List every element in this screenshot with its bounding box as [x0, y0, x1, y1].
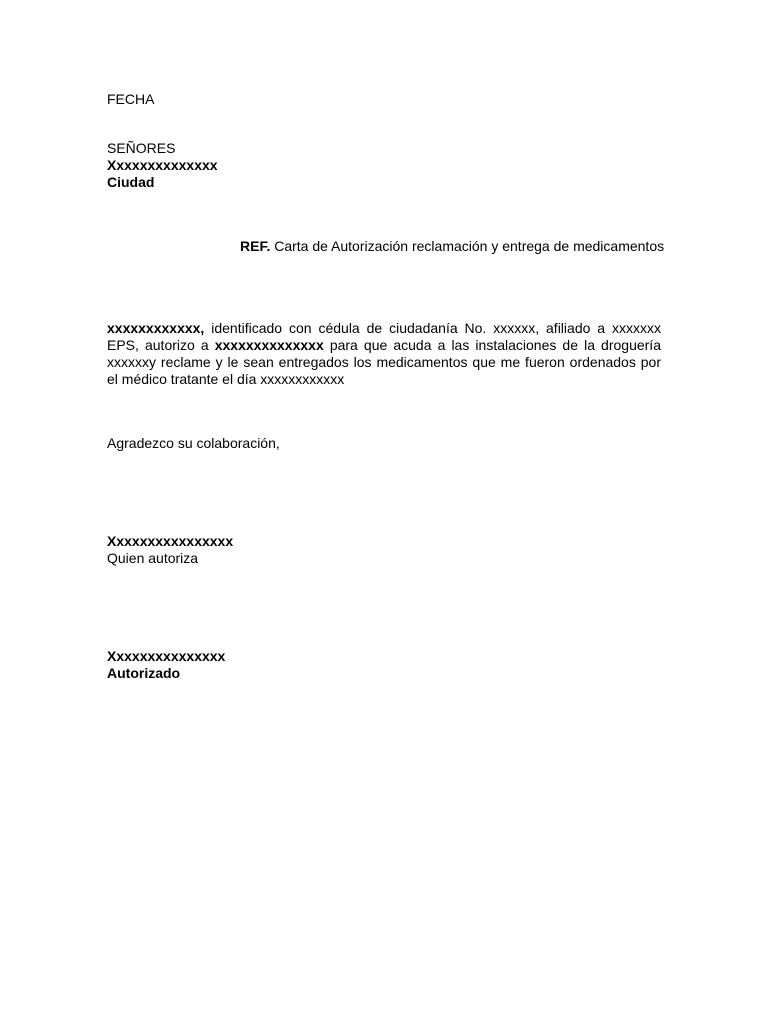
authorized-name: Xxxxxxxxxxxxxxx: [107, 648, 226, 664]
signature-authorized: [107, 648, 225, 682]
body-text-2: para que acuda a las instalaciones de la droguería xxxxxxy reclame y le sean entregados los medicamentos que me fueron ordenados por el médico tratante el día xxxxxxxxxxxx: [107, 337, 661, 387]
closing-section: [107, 435, 280, 452]
authorizer-role: Quien autoriza: [107, 550, 199, 566]
authorizer-name: Xxxxxxxxxxxxxxxx: [107, 533, 234, 549]
reference-line: [240, 238, 664, 255]
recipient-name: Xxxxxxxxxxxxxx: [107, 157, 218, 173]
recipient-section: [107, 140, 218, 191]
recipient-city: Ciudad: [107, 174, 155, 190]
body-paragraph: [107, 320, 661, 388]
body-authorized: xxxxxxxxxxxxxx: [214, 337, 324, 353]
recipient-salutation: SEÑORES: [107, 140, 176, 156]
closing-text: Agradezco su colaboración,: [107, 435, 280, 451]
signature-authorizer: [107, 533, 233, 567]
authorized-role: Autorizado: [107, 665, 181, 681]
body-text-1: identificado con cédula de ciudadanía No. xxxxxx, afiliado a xxxxxxx EPS, autorizo a: [107, 320, 661, 353]
body-person: xxxxxxxxxxxx,: [107, 320, 205, 336]
date-section: [107, 91, 154, 108]
date-label: FECHA: [107, 91, 155, 107]
reference-text: Carta de Autorización reclamación y entrega de medicamentos: [274, 238, 665, 254]
reference-label: REF.: [240, 238, 271, 254]
